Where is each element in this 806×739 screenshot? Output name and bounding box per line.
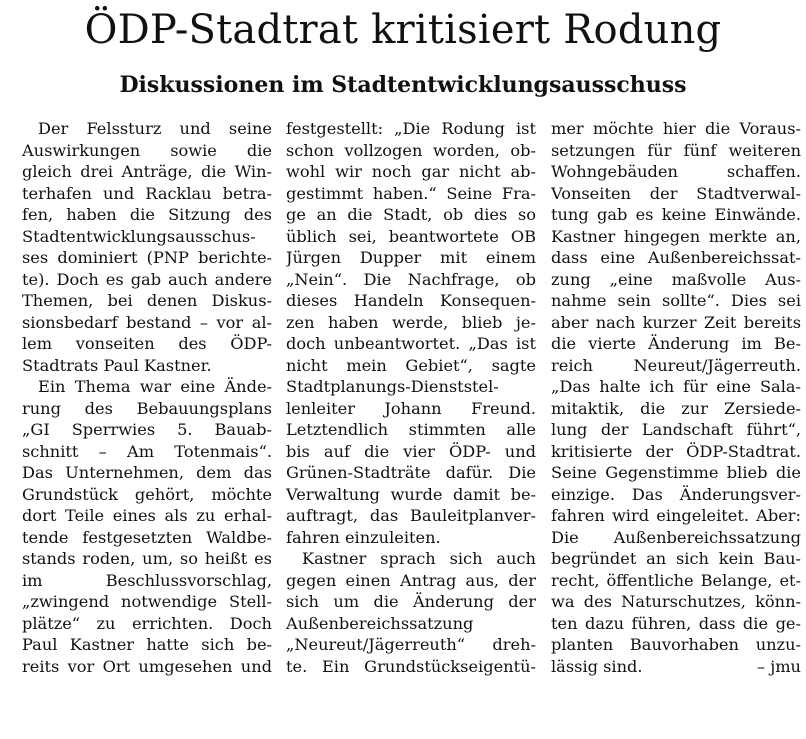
author-signature: – jmu — [756, 656, 801, 676]
text-line: dort Teile eines als zu erhal- — [22, 506, 272, 525]
text-line: „GI Sperrwies 5. Bauab- — [22, 420, 272, 439]
article-column-1 — [22, 118, 272, 677]
text-line: gleich drei Anträge, die Win- — [22, 162, 272, 181]
text-line: schon vollzogen worden, ob- — [286, 140, 536, 160]
text-line: sich um die Änderung der — [286, 592, 536, 611]
text-line: plätze“ zu errichten. Doch — [22, 613, 272, 633]
text-line: Stadtentwicklungsausschus- — [22, 226, 256, 246]
text-line: te). Doch es gab auch andere — [22, 269, 272, 289]
text-line: mitaktik, die zur Zersiede- — [551, 398, 801, 418]
text-line: reich Neureut/Jägerreuth. — [551, 355, 801, 375]
text-line: tende festgesetzten Waldbe- — [22, 527, 272, 547]
text-line: im Beschlussvorschlag, — [22, 570, 272, 590]
text-line: wohl wir noch gar nicht ab- — [286, 162, 536, 181]
text-line: ten dazu führen, dass die ge- — [551, 613, 801, 633]
text-line: aber nach kurzer Zeit bereits — [551, 312, 801, 332]
text-line: tung gab es keine Einwände. — [551, 205, 801, 224]
closing-line — [551, 656, 801, 678]
text-line: wa des Naturschutzes, könn- — [551, 592, 801, 611]
text-line: Die Außenbereichssatzung — [551, 527, 801, 547]
text-line: fahren einzuleiten. — [286, 527, 441, 547]
text-line: Jürgen Dupper mit einem — [286, 248, 536, 267]
text-line: „zwingend notwendige Stell- — [22, 592, 272, 611]
text-line: lenleiter Johann Freund. — [286, 398, 536, 418]
text-line: Der Felssturz und seine — [38, 119, 272, 138]
text-line: gegen einen Antrag aus, der — [286, 570, 536, 590]
text-line: Grundstück gehört, möchte — [22, 484, 272, 504]
text-line: begründet an sich kein Bau- — [551, 549, 801, 568]
subheadline: Diskussionen im Stadtentwicklungsausschuss — [119, 72, 687, 98]
text-line: setzungen für fünf weiteren — [551, 140, 801, 160]
text-line: Das Unternehmen, dem das — [22, 463, 272, 482]
text-line: fahren wird eingeleitet. Aber: — [551, 506, 801, 525]
text-line: mer möchte hier die Voraus- — [551, 119, 801, 138]
text-line: „Neureut/Jägerreuth“ dreh- — [286, 635, 536, 654]
text-line: nicht mein Gebiet“, sagte — [286, 355, 536, 375]
text-line: doch unbeantwortet. „Das ist — [286, 334, 536, 353]
headline: ÖDP-Stadtrat kritisiert Rodung — [84, 7, 722, 53]
text-line: stands roden, um, so heißt es — [22, 549, 272, 568]
text-line: sionsbedarf bestand – vor al- — [22, 312, 272, 332]
text-line: Kastner sprach sich auch — [302, 549, 536, 568]
text-line: „Nein“. Die Nachfrage, ob — [286, 269, 536, 289]
text-line: Stadtplanungs-Dienststel- — [286, 377, 499, 396]
text-line: Letztendlich stimmten alle — [286, 420, 536, 439]
text-line: gestimmt haben.“ Seine Fra- — [286, 183, 536, 203]
text-line: Außenbereichssatzung — [286, 613, 474, 633]
text-line: Wohngebäuden schaffen. — [551, 162, 801, 181]
text-line: zung „eine maßvolle Aus- — [551, 269, 801, 289]
text-line: fen, haben die Sitzung des — [22, 205, 272, 224]
text-line: zen haben werde, blieb je- — [286, 312, 536, 332]
text-line: planten Bauvorhaben unzu- — [551, 635, 801, 654]
text-line: ge an die Stadt, ob dies so — [286, 205, 536, 224]
text-line: dieses Handeln Konsequen- — [286, 291, 536, 310]
text-line: Auswirkungen sowie die — [22, 140, 272, 160]
text-line: Vonseiten der Stadtverwal- — [551, 183, 801, 203]
text-line: lem vonseiten des ÖDP- — [22, 334, 272, 353]
text-line: schnitt – Am Totenmais“. — [22, 441, 272, 461]
text-line: bis auf die vier ÖDP- und — [286, 441, 536, 461]
text-line: Paul Kastner hatte sich be- — [22, 635, 272, 654]
text-line: Seine Gegenstimme blieb die — [551, 463, 801, 482]
text-line: terhafen und Racklau betra- — [22, 183, 272, 203]
article-column-2 — [286, 118, 536, 677]
text-line: einzige. Das Änderungsver- — [551, 484, 801, 504]
text-line: festgestellt: „Die Rodung ist — [286, 119, 536, 138]
text-line: Grünen-Stadträte dafür. Die — [286, 463, 536, 482]
text-line: ses dominiert (PNP berichte- — [22, 248, 272, 267]
text-line: nahme sein sollte“. Dies sei — [551, 291, 801, 310]
text-line: te. Ein Grundstückseigentü- — [286, 656, 536, 676]
text-line: Verwaltung wurde damit be- — [286, 484, 536, 504]
text-line: dass eine Außenbereichssat- — [551, 248, 801, 267]
text-line: Stadtrats Paul Kastner. — [22, 355, 212, 375]
article-column-3 — [551, 118, 801, 677]
text-line: „Das halte ich für eine Sala- — [551, 377, 801, 396]
text-line: Ein Thema war eine Ände- — [38, 377, 272, 396]
closing-text: lässig sind. — [551, 656, 643, 676]
text-line: üblich sei, beantwortete OB — [286, 226, 536, 246]
text-line: lung der Landschaft führt“, — [551, 420, 801, 439]
text-line: recht, öffentliche Belange, et- — [551, 570, 801, 590]
text-line: die vierte Änderung im Be- — [551, 334, 801, 353]
text-line: Kastner hingegen merkte an, — [551, 226, 801, 246]
text-line: rung des Bebauungsplans — [22, 398, 272, 418]
text-line: kritisierte der ÖDP-Stadtrat. — [551, 441, 801, 461]
text-line: auftragt, das Bauleitplanver- — [286, 506, 536, 525]
text-line: Themen, bei denen Diskus- — [22, 291, 272, 310]
text-line: reits vor Ort umgesehen und — [22, 656, 272, 676]
